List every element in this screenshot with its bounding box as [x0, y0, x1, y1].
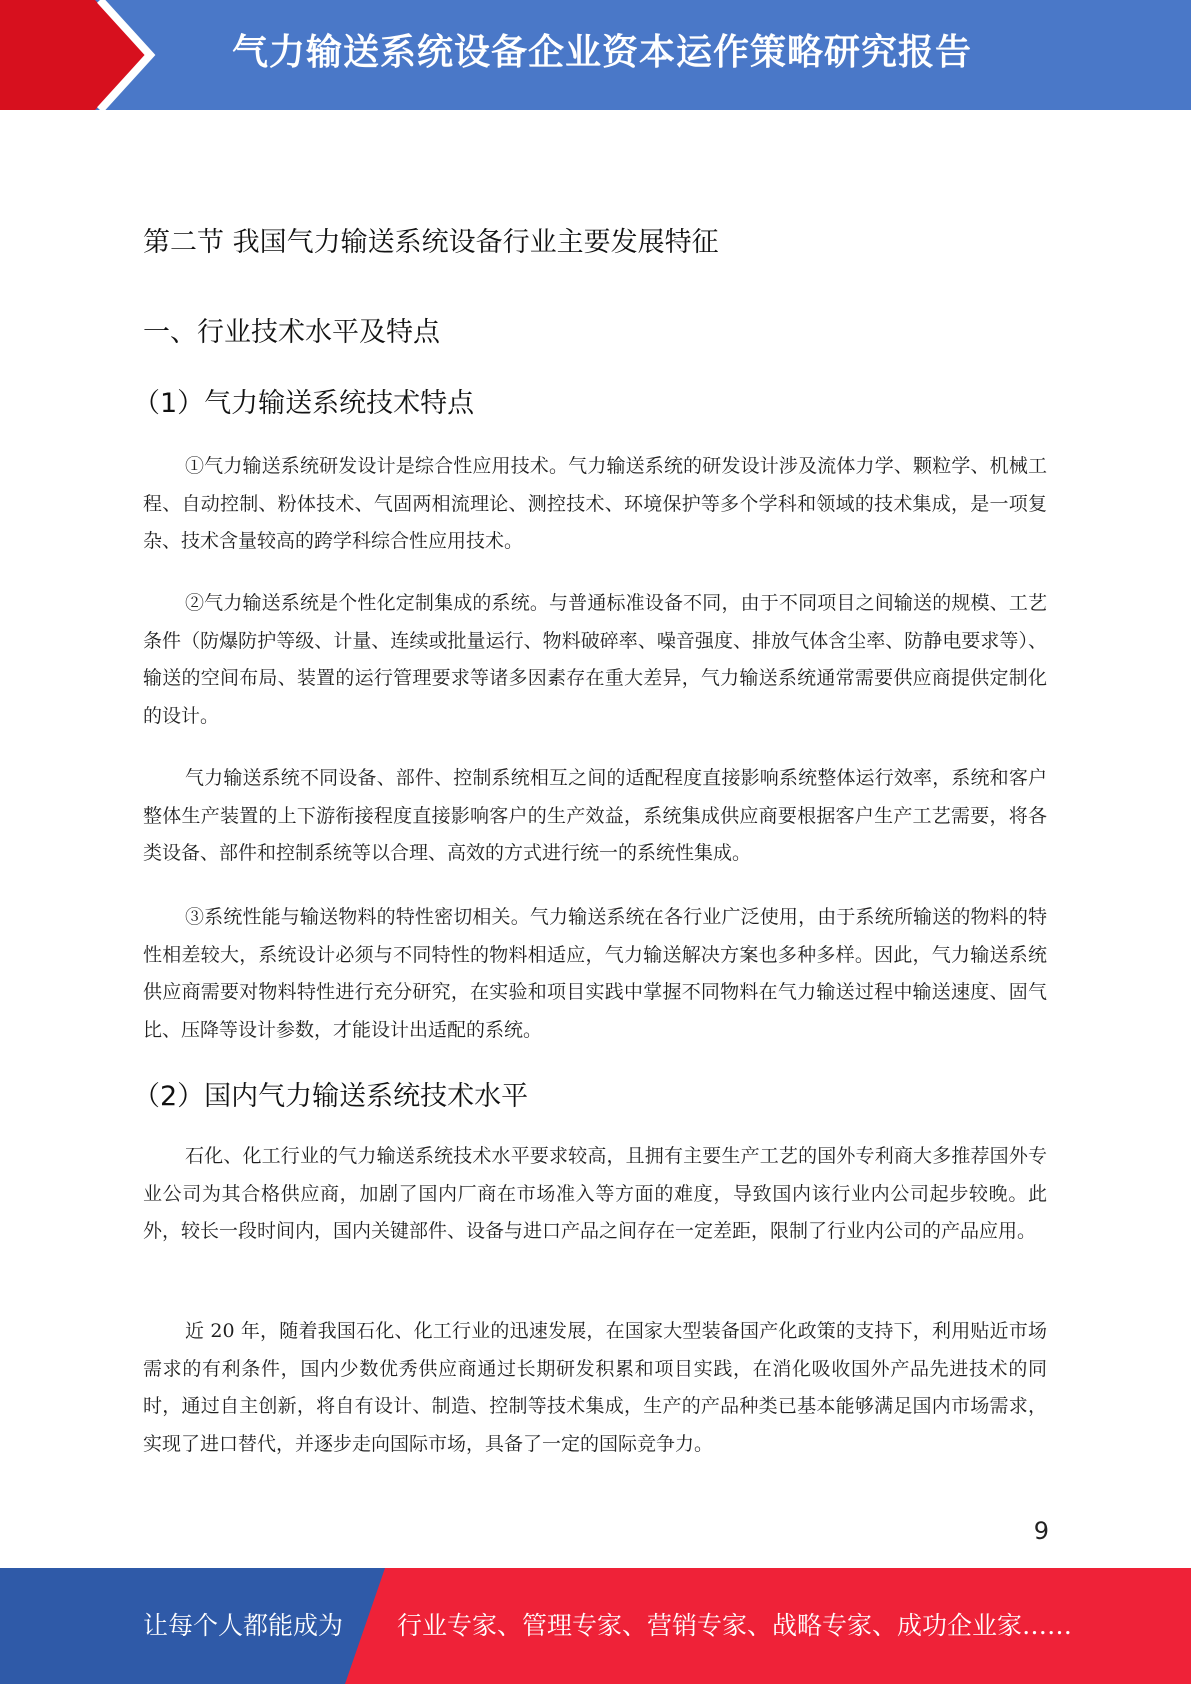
page-header — [0, 0, 1191, 110]
subsection-heading: 一、行业技术水平及特点 — [143, 317, 440, 348]
report-title: 气力输送系统设备企业资本运作策略研究报告 — [232, 32, 973, 73]
paragraph: ②气力输送系统是个性化定制集成的系统。与普通标准设备不同，由于不同项目之间输送的规模、工艺条件（防爆防护等级、计量、连续或批量运行、物料破碎率、噪音强度、排放气体含尘率、防静电要求等）、输送的空间布局、装置的运行管理要求等诸多因素存在重大差异，气力输送系统通常需要供应商提供定制化的设计。 — [143, 592, 1047, 727]
paragraph: 石化、化工行业的气力输送系统技术水平要求较高，且拥有主要生产工艺的国外专利商大多推荐国外专业公司为其合格供应商，加剧了国内厂商在市场准入等方面的难度，导致国内该行业内公司起步较晚。此外，较长一段时间内，国内关键部件、设备与进口产品之间存在一定差距，限制了行业内公司的产品应用。 — [143, 1145, 1047, 1242]
paragraph: ①气力输送系统研发设计是综合性应用技术。气力输送系统的研发设计涉及流体力学、颗粒学、机械工程、自动控制、粉体技术、气固两相流理论、测控技术、环境保护等多个学科和领域的技术集成，是一项复杂、技术含量较高的跨学科综合性应用技术。 — [143, 455, 1047, 552]
header-arrow-graphic — [0, 0, 260, 110]
sub-heading-1: （1）气力输送系统技术特点 — [133, 388, 475, 419]
paragraph: 近 20 年，随着我国石化、化工行业的迅速发展，在国家大型装备国产化政策的支持下，利用贴近市场需求的有利条件，国内少数优秀供应商通过长期研发积累和项目实践，在消化吸收国外产品先进技术的同时，通过自主创新，将自有设计、制造、控制等技术集成，生产的产品种类已基本能够满足国内市场需求，实现了进口替代，并逐步走向国际市场，具备了一定的国际竞争力。 — [143, 1320, 1047, 1455]
sub-heading-2: （2）国内气力输送系统技术水平 — [133, 1081, 529, 1112]
page-number: 9 — [1033, 1517, 1049, 1545]
paragraph: 气力输送系统不同设备、部件、控制系统相互之间的适配程度直接影响系统整体运行效率，系统和客户整体生产装置的上下游衔接程度直接影响客户的生产效益，系统集成供应商要根据客户生产工艺需要，将各类设备、部件和控制系统等以合理、高效的方式进行统一的系统性集成。 — [143, 767, 1047, 864]
footer-slogan-left: 让每个人都能成为 — [143, 1611, 344, 1640]
page-footer — [0, 1568, 1191, 1684]
footer-slogan-right: 行业专家、管理专家、营销专家、战略专家、成功企业家…… — [397, 1611, 1073, 1640]
section-heading: 第二节 我国气力输送系统设备行业主要发展特征 — [143, 227, 719, 258]
paragraph: ③系统性能与输送物料的特性密切相关。气力输送系统在各行业广泛使用，由于系统所输送的物料的特性相差较大，系统设计必须与不同特性的物料相适应，气力输送解决方案也多种多样。因此，气力输送系统供应商需要对物料特性进行充分研究，在实验和项目实践中掌握不同物料在气力输送过程中输送速度、固气比、压降等设计参数，才能设计出适配的系统。 — [143, 906, 1047, 1041]
